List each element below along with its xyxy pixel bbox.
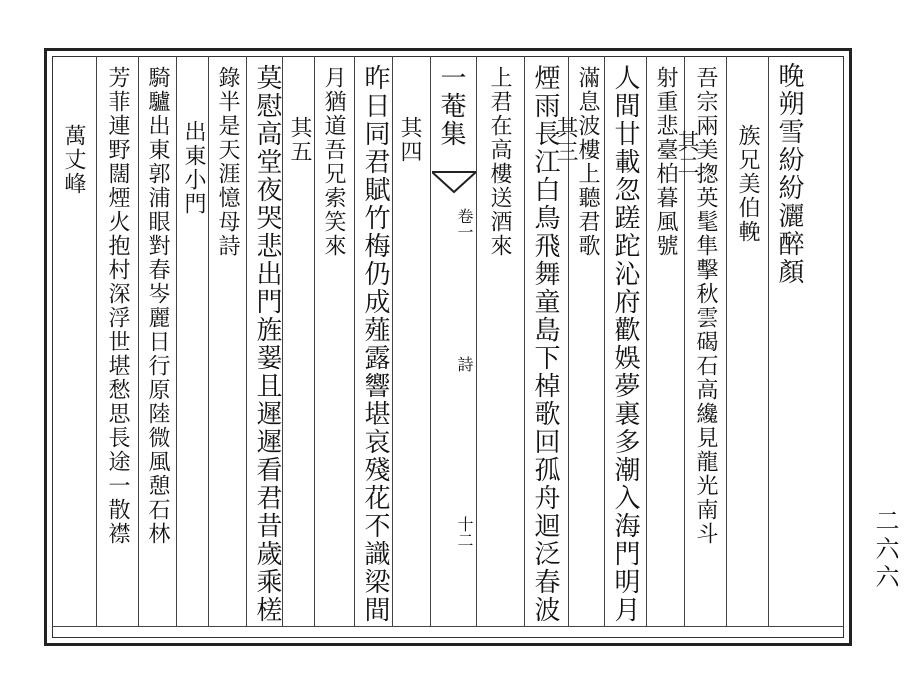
poem-line: 上君在高樓送酒來 bbox=[487, 66, 512, 258]
bottom-rule bbox=[52, 626, 844, 627]
collection-title: 一菴集 bbox=[436, 64, 466, 148]
column-rule bbox=[314, 56, 315, 626]
poem-line: 晚朔雪紛紛灑醉顏 bbox=[774, 62, 804, 286]
column-rule bbox=[354, 56, 355, 626]
poem-subtitle: 其五 bbox=[287, 116, 312, 164]
poem-title: 萬丈峰 bbox=[61, 124, 86, 196]
poem-line: 煙雨長江白鳥飛舞童島下棹歌回孤舟迴泛春波 bbox=[530, 64, 560, 624]
fishtail-mark bbox=[432, 170, 476, 196]
leaf-number: 十二 bbox=[455, 516, 474, 548]
center-column-rule bbox=[430, 56, 431, 626]
poem-subtitle: 其三 bbox=[553, 116, 578, 164]
column-rule bbox=[646, 56, 647, 626]
poem-line: 人間廿載忽蹉跎沁府歡娛夢裏多潮入海門明月 bbox=[610, 64, 640, 624]
column-rule bbox=[604, 56, 605, 626]
poem-title: 出東小門 bbox=[181, 120, 206, 216]
poem-line: 射重悲臺柏暮風號 bbox=[653, 66, 678, 258]
poem-line: 月猶道吾兄索笑來 bbox=[321, 66, 346, 258]
column-rule bbox=[524, 56, 525, 626]
column-rule bbox=[208, 56, 209, 626]
poem-line: 錄半是天涯憶母詩 bbox=[215, 66, 240, 258]
poem-subtitle: 其四 bbox=[397, 116, 422, 164]
column-rule bbox=[726, 56, 727, 626]
page-number: 二六六 bbox=[871, 508, 899, 592]
genre-label: 詩 bbox=[455, 356, 474, 372]
poem-line: 滿息波樓上聽君歌 bbox=[575, 66, 600, 258]
column-rule bbox=[138, 56, 139, 626]
poem-subtitle-visible: 其二 bbox=[674, 130, 699, 178]
poem-line: 吾宗兩美揔英髦隼擊秋雲碣石高纔見龍光南斗 bbox=[693, 66, 718, 546]
poem-line: 昨日同君賦竹梅仍成薤露響堪哀殘花不識梁間 bbox=[360, 64, 390, 624]
column-rule bbox=[768, 56, 769, 626]
poem-title: 族兄美伯輓 bbox=[735, 124, 760, 244]
column-rule bbox=[282, 56, 283, 626]
poem-line: 芳菲連野闊煙火抱村深浮世堪愁思長途一散襟 bbox=[105, 66, 130, 546]
column-rule bbox=[246, 56, 247, 626]
column-rule bbox=[392, 56, 393, 626]
column-rule bbox=[96, 56, 97, 626]
poem-line: 騎驢出東郭浦眼對春岑麗日行原陸微風憩石林 bbox=[145, 66, 170, 546]
volume-label: 卷一 bbox=[455, 208, 474, 240]
poem-line: 莫慰高堂夜哭悲出門旌翣且遲遲看君昔歲乘槎 bbox=[252, 64, 282, 624]
center-column-rule bbox=[476, 56, 477, 626]
column-rule bbox=[176, 56, 177, 626]
